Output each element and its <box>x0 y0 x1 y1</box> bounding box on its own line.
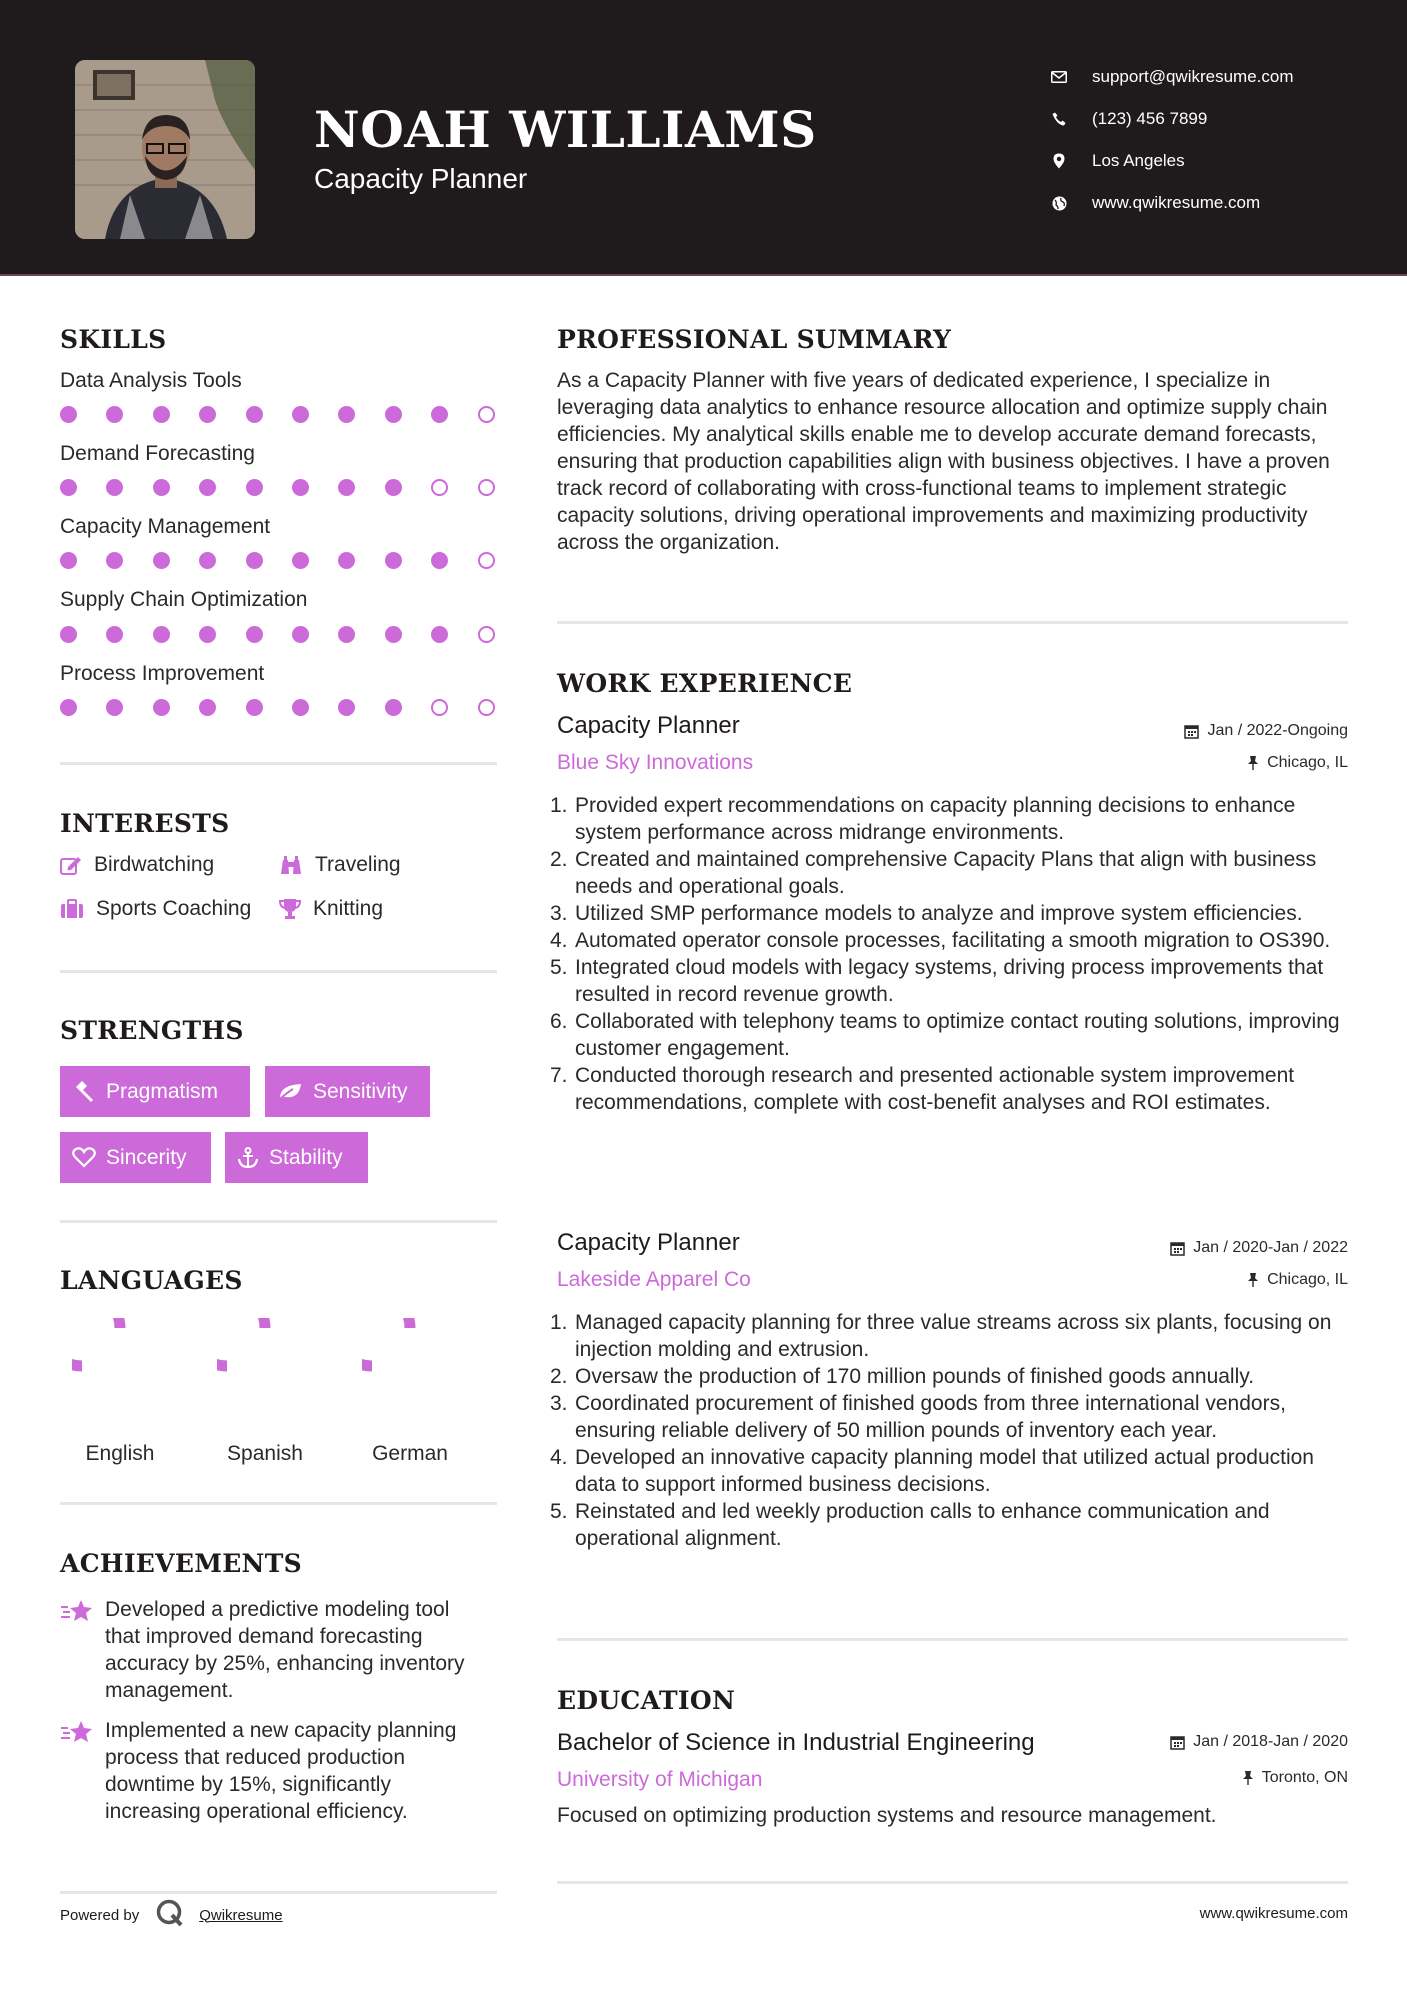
job-bullet: 1. Provided expert recommendations on capacity planning decisions to enhance system performance across midrange environments. <box>550 794 1296 844</box>
binoculars-icon <box>279 854 303 876</box>
rating-dot-filled <box>60 479 77 496</box>
header-divider <box>0 274 1407 276</box>
rating-dot-filled <box>199 406 216 423</box>
section-divider <box>60 1502 497 1505</box>
rating-dot-filled <box>199 479 216 496</box>
education-description: Focused on optimizing production systems and resource management. <box>557 1804 1217 1827</box>
rating-dot-filled <box>246 699 263 716</box>
skill-rating <box>60 552 524 569</box>
interest-item <box>60 897 251 921</box>
job-dates <box>1170 1239 1348 1257</box>
job-bullet: 1. Managed capacity planning for three value streams across six plants, focusing on injection molding and extrusion. <box>550 1311 1332 1361</box>
candidate-role: Capacity Planner <box>314 163 528 194</box>
candidate-name: NOAH WILLIAMS <box>314 100 817 159</box>
rating-dot-filled <box>199 699 216 716</box>
language-item <box>195 1318 335 1466</box>
section-divider <box>60 762 497 765</box>
header <box>0 0 1407 276</box>
interest-item <box>60 853 214 877</box>
language-name: Spanish <box>227 1442 303 1465</box>
calendar-icon <box>1184 724 1199 739</box>
job-location-text: Chicago, IL <box>1267 1271 1348 1288</box>
skill-name: Capacity Management <box>60 515 271 538</box>
rating-dot-filled <box>385 479 402 496</box>
rating-dot-filled <box>338 479 355 496</box>
language-gauge-arc <box>72 1318 120 1366</box>
language-item <box>50 1318 190 1466</box>
rating-dot-filled <box>431 552 448 569</box>
rating-dot-filled <box>246 479 263 496</box>
strength-label: Stability <box>269 1145 343 1169</box>
job-bullet: 5. Integrated cloud models with legacy systems, driving process improvements that resulted in record revenue growth. <box>550 956 1324 1006</box>
rating-dot-filled <box>338 699 355 716</box>
rating-dot-filled <box>338 406 355 423</box>
skill-name: Demand Forecasting <box>60 442 255 465</box>
rating-dot-filled <box>106 479 123 496</box>
section-divider <box>60 970 497 973</box>
summary-text: As a Capacity Planner with five years of dedicated experience, I specialize in leveraging data analytics to enhance resource allocation and optimize supply chain efficiencies. My analytical skills enable me to develop accurate demand forecasts, ensuring that production capabilities align with business objectives. I have a proven track record of collaborating with cross-functional teams to implement strategic capacity solutions, driving operational improvements and maximizing productivity across the organization. <box>557 369 1330 554</box>
map-pin-icon <box>1050 152 1068 170</box>
section-divider <box>557 621 1348 624</box>
rating-dot-filled <box>338 552 355 569</box>
strength-tag <box>60 1132 211 1183</box>
rating-dot-filled <box>431 626 448 643</box>
gavel-icon <box>72 1081 96 1103</box>
strength-label: Sincerity <box>106 1145 187 1169</box>
anchor-icon <box>237 1147 259 1169</box>
achievements-title: ACHIEVEMENTS <box>60 1549 302 1578</box>
job-title: Capacity Planner <box>557 1229 740 1256</box>
contact-website-text: www.qwikresume.com <box>1092 193 1261 212</box>
job-bullet: 2. Created and maintained comprehensive Capacity Plans that align with business needs and operational goals. <box>550 848 1317 898</box>
rating-dot-filled <box>385 552 402 569</box>
contact-phone-text: (123) 456 7899 <box>1092 109 1208 128</box>
qwikresume-link[interactable]: Qwikresume <box>199 1906 283 1924</box>
job-bullets <box>550 1309 1360 1552</box>
language-name: German <box>372 1442 448 1465</box>
rating-dot-filled <box>60 699 77 716</box>
rating-dot-filled <box>246 552 263 569</box>
contact-location-text: Los Angeles <box>1092 151 1185 170</box>
rating-dot-filled <box>292 552 309 569</box>
trophy-icon <box>279 898 301 920</box>
rating-dot-filled <box>106 552 123 569</box>
rating-dot-filled <box>153 552 170 569</box>
section-divider <box>557 1638 1348 1641</box>
rating-dot-filled <box>106 699 123 716</box>
leaf-icon <box>277 1082 303 1102</box>
language-gauge-arc <box>217 1318 265 1366</box>
skills-title: SKILLS <box>60 325 167 354</box>
contact-list <box>1050 56 1294 224</box>
education-dates <box>1170 1733 1348 1751</box>
interest-item <box>279 897 383 921</box>
degree-title: Bachelor of Science in Industrial Engineering <box>557 1729 1035 1756</box>
education-dates-text: Jan / 2018-Jan / 2020 <box>1193 1733 1348 1750</box>
rating-dot-filled <box>246 406 263 423</box>
footer-powered-by <box>60 1898 283 1932</box>
contact-phone[interactable] <box>1050 98 1294 140</box>
job-bullet: 6. Collaborated with telephony teams to optimize contact routing solutions, improving customer engagement. <box>550 1010 1340 1060</box>
rating-dot-empty <box>431 479 448 496</box>
contact-location <box>1050 140 1294 182</box>
strength-tag <box>265 1066 430 1117</box>
powered-by-label: Powered by <box>60 1906 140 1924</box>
interest-item <box>279 853 401 877</box>
shooting-star-icon <box>60 1598 93 1624</box>
contact-email[interactable] <box>1050 56 1294 98</box>
rating-dot-empty <box>431 699 448 716</box>
achievement-text: Implemented a new capacity planning process that reduced production downtime by 15%, significantly increasing operational efficiency. <box>105 1719 457 1823</box>
company-name: Blue Sky Innovations <box>557 751 754 774</box>
skill-name: Supply Chain Optimization <box>60 588 308 611</box>
rating-dot-filled <box>292 699 309 716</box>
rating-dot-filled <box>385 626 402 643</box>
skill-rating <box>60 479 524 496</box>
interest-label: Knitting <box>313 897 384 920</box>
achievement-item <box>60 1717 490 1825</box>
job-dates-text: Jan / 2020-Jan / 2022 <box>1193 1239 1348 1256</box>
rating-dot-filled <box>106 406 123 423</box>
interests-title: INTERESTS <box>60 809 230 838</box>
rating-dot-empty <box>478 626 495 643</box>
skill-name: Process Improvement <box>60 662 265 685</box>
rating-dot-empty <box>478 479 495 496</box>
rating-dot-empty <box>478 552 495 569</box>
phone-icon <box>1050 110 1068 128</box>
rating-dot-filled <box>292 626 309 643</box>
education-location-text: Toronto, ON <box>1261 1769 1348 1786</box>
shooting-star-icon <box>60 1719 93 1745</box>
rating-dot-filled <box>199 626 216 643</box>
job-bullet: 7. Conducted thorough research and presented actionable system improvement recommendations, complete with cost-benefit analyses and ROI estimates. <box>550 1064 1295 1114</box>
rating-dot-empty <box>478 699 495 716</box>
rating-dot-filled <box>292 479 309 496</box>
rating-dot-filled <box>338 626 355 643</box>
profile-photo <box>75 60 255 239</box>
rating-dot-filled <box>153 699 170 716</box>
rating-dot-filled <box>246 626 263 643</box>
rating-dot-filled <box>106 626 123 643</box>
education-title: EDUCATION <box>557 1686 736 1715</box>
language-gauge <box>72 1318 168 1414</box>
job-dates-text: Jan / 2022-Ongoing <box>1207 722 1348 739</box>
section-divider <box>60 1220 497 1223</box>
briefcase-icon <box>60 899 84 919</box>
pencil-square-icon <box>60 855 82 875</box>
languages-title: LANGUAGES <box>60 1266 243 1295</box>
achievement-text: Developed a predictive modeling tool that improved demand forecasting accuracy by 25%, enhancing inventory management. <box>105 1598 465 1702</box>
interest-label: Birdwatching <box>94 853 215 876</box>
pushpin-icon <box>1242 1770 1254 1786</box>
job-bullet: 3. Coordinated procurement of finished goods from three international vendors, ensuring reliable delivery of 50 million pounds of inventory each year. <box>550 1392 1286 1442</box>
rating-dot-filled <box>199 552 216 569</box>
skill-rating <box>60 626 524 643</box>
rating-dot-filled <box>385 699 402 716</box>
job-bullets <box>550 792 1360 1116</box>
job-bullet: 5. Reinstated and led weekly production calls to enhance communication and operational alignment. <box>550 1500 1270 1550</box>
skill-name: Data Analysis Tools <box>60 369 242 392</box>
language-gauge <box>217 1318 313 1414</box>
strength-label: Sensitivity <box>313 1079 408 1103</box>
contact-website[interactable] <box>1050 182 1294 224</box>
strength-tag <box>60 1066 250 1117</box>
calendar-icon <box>1170 1735 1185 1750</box>
language-gauge <box>362 1318 458 1414</box>
rating-dot-empty <box>478 406 495 423</box>
rating-dot-filled <box>60 552 77 569</box>
qwikresume-logo-icon <box>155 1898 185 1932</box>
interest-label: Sports Coaching <box>96 897 252 920</box>
company-name: Lakeside Apparel Co <box>557 1268 751 1291</box>
job-location <box>1247 754 1348 772</box>
rating-dot-filled <box>153 479 170 496</box>
rating-dot-filled <box>292 406 309 423</box>
pushpin-icon <box>1247 755 1259 771</box>
strengths-title: STRENGTHS <box>60 1016 244 1045</box>
strength-label: Pragmatism <box>106 1079 219 1103</box>
rating-dot-filled <box>431 406 448 423</box>
job-bullet: 2. Oversaw the production of 170 million pounds of finished goods annually. <box>550 1365 1255 1388</box>
job-dates <box>1184 722 1348 740</box>
footer-url[interactable]: www.qwikresume.com <box>1199 1905 1348 1922</box>
globe-icon <box>1050 194 1068 212</box>
section-divider <box>60 1891 497 1894</box>
rating-dot-filled <box>60 406 77 423</box>
skill-rating <box>60 699 524 716</box>
job-bullet: 4. Automated operator console processes, facilitating a smooth migration to OS390. <box>550 929 1331 952</box>
skill-rating <box>60 406 524 423</box>
education-location <box>1242 1769 1348 1787</box>
contact-email-text: support@qwikresume.com <box>1092 67 1294 86</box>
job-location <box>1247 1271 1348 1289</box>
rating-dot-filled <box>153 406 170 423</box>
job-location-text: Chicago, IL <box>1267 754 1348 771</box>
heart-icon <box>72 1147 96 1168</box>
language-name: English <box>85 1442 155 1465</box>
rating-dot-filled <box>385 406 402 423</box>
job-title: Capacity Planner <box>557 712 740 739</box>
language-gauge-arc <box>362 1318 410 1366</box>
job-bullet: 3. Utilized SMP performance models to analyze and improve system efficiencies. <box>550 902 1303 925</box>
section-divider <box>557 1881 1348 1884</box>
calendar-icon <box>1170 1241 1185 1256</box>
school-name: University of Michigan <box>557 1768 763 1791</box>
rating-dot-filled <box>153 626 170 643</box>
job-bullet: 4. Developed an innovative capacity planning model that utilized actual production data to support informed business decisions. <box>550 1446 1314 1496</box>
experience-title: WORK EXPERIENCE <box>557 669 853 698</box>
interest-label: Traveling <box>315 853 401 876</box>
rating-dot-filled <box>60 626 77 643</box>
summary-title: PROFESSIONAL SUMMARY <box>557 325 952 354</box>
strength-tag <box>225 1132 368 1183</box>
language-item <box>340 1318 480 1466</box>
pushpin-icon <box>1247 1272 1259 1288</box>
envelope-icon <box>1050 68 1068 86</box>
achievement-item <box>60 1596 490 1704</box>
